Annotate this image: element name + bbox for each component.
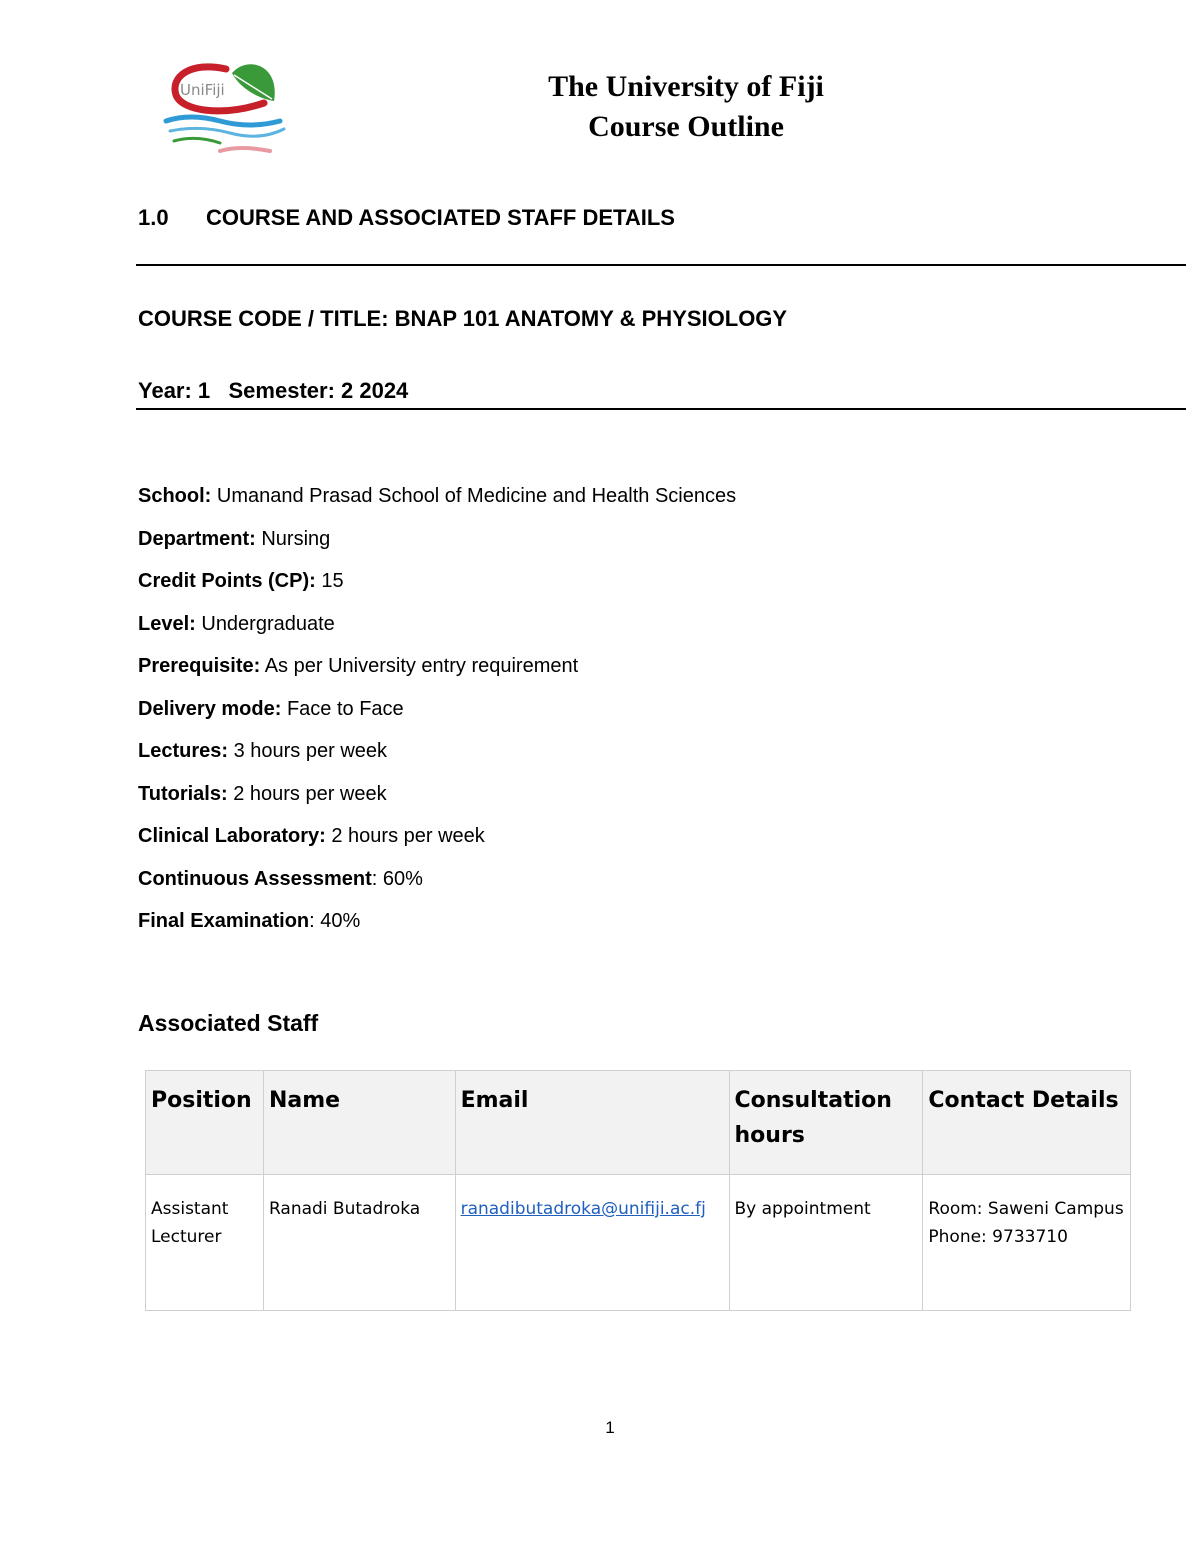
- divider-line: [136, 264, 1186, 266]
- detail-department: Department: Nursing: [138, 527, 331, 550]
- detail-delivery-mode: Delivery mode: Face to Face: [138, 697, 404, 720]
- detail-lectures: Lectures: 3 hours per week: [138, 740, 388, 762]
- cell-contact: [923, 1175, 1131, 1311]
- divider-line: [136, 408, 1186, 410]
- room-value: Saweni Campus: [982, 1199, 1124, 1219]
- cell-consultation: By appointment: [729, 1175, 923, 1311]
- cell-email: [455, 1175, 729, 1311]
- detail-school: School: Umanand Prasad School of Medicine and Health Sciences: [138, 485, 737, 507]
- university-logo: [160, 55, 290, 160]
- column-header-name: Name: [263, 1071, 455, 1175]
- detail-final-examination: Final Examination: 40%: [138, 910, 361, 932]
- section-title: COURSE AND ASSOCIATED STAFF DETAILS: [206, 205, 675, 230]
- column-header-position: Position: [146, 1071, 264, 1175]
- detail-clinical-laboratory: Clinical Laboratory: 2 hours per week: [138, 825, 485, 847]
- svg-text:UniFiji: UniFiji: [180, 81, 225, 99]
- staff-heading: Associated Staff: [138, 1010, 319, 1036]
- section-number: 1.0: [138, 205, 169, 230]
- course-code-title: COURSE CODE / TITLE: BNAP 101 ANATOMY & PHYSIOLOGY: [138, 306, 788, 331]
- detail-continuous-assessment: Continuous Assessment: 60%: [138, 867, 423, 890]
- cell-name: Ranadi Butadroka: [263, 1175, 455, 1311]
- detail-level: Level: Undergraduate: [138, 612, 335, 635]
- column-header-contact: Contact Details: [923, 1071, 1131, 1175]
- detail-prerequisite: Prerequisite: As per University entry requirement: [138, 655, 579, 677]
- section-heading: [138, 205, 675, 231]
- room-label: Room:: [928, 1199, 983, 1219]
- page-number: 1: [605, 1418, 615, 1437]
- staff-table: [145, 1070, 1131, 1311]
- column-header-consultation: Consultation hours: [729, 1071, 923, 1175]
- year-semester: Year: 1 Semester: 2 2024: [138, 378, 409, 403]
- cell-position: Assistant Lecturer: [146, 1175, 264, 1311]
- phone-number: Phone: 9733710: [928, 1227, 1068, 1247]
- table-header-row: [146, 1071, 1131, 1175]
- detail-credit-points: Credit Points (CP): 15: [138, 570, 344, 592]
- document-title: Course Outline: [588, 110, 784, 143]
- detail-tutorials: Tutorials: 2 hours per week: [138, 782, 387, 805]
- course-details-list: [138, 479, 736, 947]
- column-header-email: Email: [455, 1071, 729, 1175]
- email-link[interactable]: ranadibutadroka@unifiji.ac.fj: [460, 1199, 706, 1219]
- university-name: The University of Fiji: [548, 70, 824, 103]
- table-row: [146, 1175, 1131, 1311]
